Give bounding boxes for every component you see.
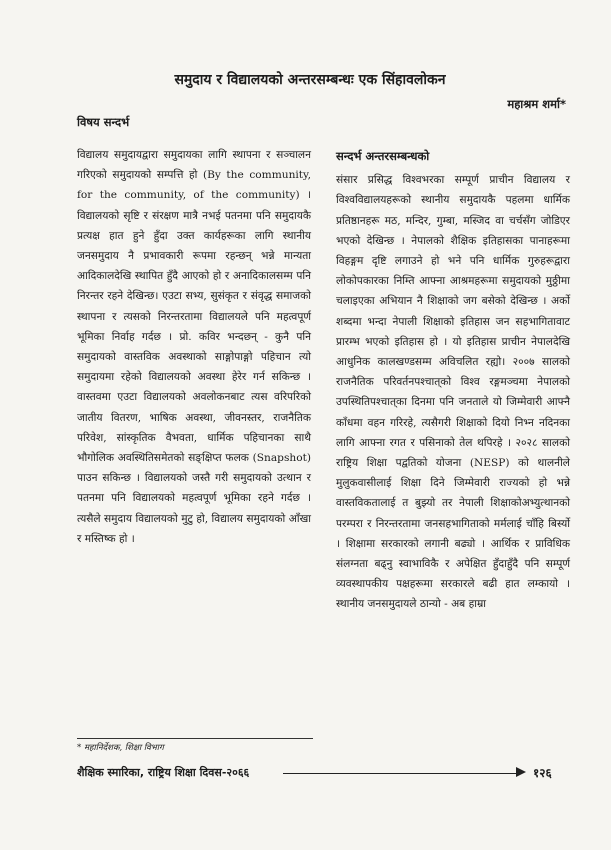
arrow-right-icon <box>516 767 526 777</box>
page-number: १२६ <box>533 766 552 780</box>
article-title: समुदाय र विद्यालयको अन्तरसम्बन्धः एक सिंहावलोकन <box>174 72 446 88</box>
footnote: * महानिर्देशक, शिक्षा विभाग <box>77 743 164 753</box>
footer-rule <box>283 773 519 774</box>
right-column <box>336 146 570 615</box>
section-heading-context: विषय सन्दर्भ <box>77 115 130 129</box>
left-column <box>77 115 311 549</box>
left-paragraph: विद्यालय समुदायद्वारा समुदायका लागि स्थापना र सञ्चालन गरिएको समुदायको सम्पत्ति हो (By the community, for the community, of the community) । विद्यालयको सृष्टि र संरक्षण मात्रै नभई पतनमा पनि समुदायकै प्रत्यक्ष हात हुने हुँदा उक्त कार्यहरूका लागि स्थानीय जनसमुदाय नै प्रभावकारी रूपमा रहन्छन् भन्ने मान्यता आदिकालदेखि स्थापित हुँदै आएको हो र अनादिकालसम्म पनि निरन्तर रहने देखिन्छ। एउटा सभ्य, सुसंकृत र संवृद्ध समाजको स्थापना र त्यसको निरन्तरतामा विद्यालयले पनि महत्वपूर्ण भूमिका निर्वाह गर्दछ । प्रो. कविर भन्दछन् - कुनै पनि समुदायको वास्तविक अवस्थाको साङ्गोपाङ्गो पहिचान त्यो समुदायमा रहेको विद्यालयको अवस्था हेरेर गर्न सकिन्छ । वास्तवमा एउटा विद्यालयको अवलोकनबाट त्यस वरिपरिको जातीय वितरण, भाषिक अवस्था, जीवनस्तर, राजनैतिक परिवेश, सांस्कृतिक वैभवता, धार्मिक पहिचानका साथै भौगोलिक अवस्थितिसमेतको सङ्क्षिप्त फलक (Snapshot) पाउन सकिन्छ । विद्यालयको जस्तै गरी समुदायको उत्थान र पतनमा पनि विद्यालयको महत्वपूर्ण भूमिका रहने गर्दछ । त्यसैले समुदाय विद्यालयको मुटु हो, विद्यालय समुदायको आँखा र मस्तिष्क हो । <box>77 149 311 545</box>
footer-publication: शैक्षिक स्मारिका, राष्ट्रिय शिक्षा दिवस-२०६६ <box>77 766 250 779</box>
right-paragraph: संसार प्रसिद्ध विश्वभरका सम्पूर्ण प्राचीन विद्यालय र विश्वविद्यालयहरूको स्थानीय समुदायकै पहलमा धार्मिक प्रतिष्ठानहरू मठ, मन्दिर, गुम्बा, मस्जिद वा चर्चसँग जोडिएर भएको देखिन्छ । नेपालको शैक्षिक इतिहासका पानाहरूमा विहङ्गम दृष्टि लगाउने हो भने पनि धार्मिक गुरुहरूद्वारा लोकोपकारका निम्ति आफ्ना आश्रमहरूमा समुदायको मुठ्ठीमा चलाइएका अभियान नै शिक्षाको जग बसेको देखिन्छ । अर्को शब्दमा भन्दा नेपाली शिक्षाको इतिहास जन सहभागितावाट प्रारम्भ भएको इतिहास हो । यो इतिहास प्राचीन नेपालदेखि आधुनिक कालखण्डसम्म अविचलित रह्यो। २००७ सालको राजनैतिक परिवर्तनपश्चात्‌को विश्व रङ्गमञ्चमा नेपालको उपस्थितिपश्चात्‌का दिनमा पनि जनताले यो जिम्मेवारी आफ्नै काँधमा वहन गरिरहे, त्यसैगरी शिक्षाको दियो निभ्न नदिनका लागि आफ्ना रगत र पसिनाको तेल थपिरहे । २०२८ सालको राष्ट्रिय शिक्षा पद्वतिको योजना (NESP) को थालनीले मुलुकवासीलाई शिक्षा दिने जिम्मेवारी राज्यको हो भन्ने वास्तविकतालाई त बुझ्यो तर नेपाली शिक्षाकोअभ्युत्थानको परम्परा र निरन्तरतामा जनसहभागिताको मर्मलाई चाँहि बिर्स्यो । शिक्षामा सरकारको लगानी बढ्यो । आर्थिक र प्राविधिक संलग्नता बढ्नु स्वाभाविकै र अपेक्षित हुँदाहुँदै पनि सम्पूर्ण व्यवस्थापकीय पक्षहरूमा सरकारले बढी हात लम्कायो । स्थानीय जनसमुदायले ठान्यो - अब हाम्रा <box>336 174 570 611</box>
author-name: महाश्रम शर्मा* <box>507 97 566 111</box>
footnote-divider <box>77 738 313 739</box>
section-heading-relationship: सन्दर्भ अन्तरसम्बन्धको <box>336 149 430 163</box>
